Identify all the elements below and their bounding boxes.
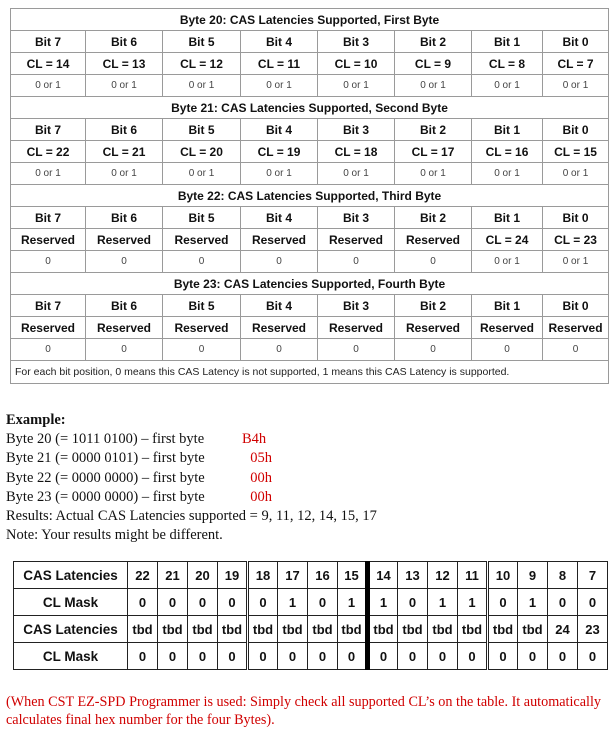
mask-row-label: CAS Latencies: [14, 562, 128, 589]
bit-header: Bit 0: [543, 207, 609, 229]
cl-label: CL = 24: [472, 229, 543, 251]
spd-note-row: [11, 361, 609, 384]
bit-header: Bit 7: [11, 31, 86, 53]
bit-value: 0 or 1: [11, 163, 86, 185]
example-results: Results: Actual CAS Latencies supported = 9, 11, 12, 14, 15, 17: [6, 508, 377, 525]
mask-cell: tbd: [308, 616, 338, 643]
byte-title: Byte 23: CAS Latencies Supported, Fourth Byte: [11, 273, 609, 295]
example-row-hex: 00h: [250, 469, 272, 486]
mask-cell: 22: [128, 562, 158, 589]
mask-cell: 0: [158, 643, 188, 670]
cl-label: Reserved: [11, 317, 86, 339]
bit-value: 0: [163, 251, 241, 273]
mask-cell: 0: [578, 589, 608, 616]
mask-cell: tbd: [368, 616, 398, 643]
cl-label-row: [11, 53, 609, 75]
cl-label: CL = 22: [11, 141, 86, 163]
mask-cell: tbd: [218, 616, 248, 643]
bit-header: Bit 4: [241, 207, 318, 229]
bit-header: Bit 6: [86, 295, 163, 317]
mask-cell: 0: [188, 643, 218, 670]
example-row-label: Byte 23 (= 0000 0000) – first byte: [6, 488, 205, 505]
mask-row: [14, 562, 608, 589]
cl-label: CL = 9: [395, 53, 472, 75]
bit-value-row: [11, 163, 609, 185]
bit-header: Bit 0: [543, 295, 609, 317]
spd-byte-table: [10, 8, 609, 384]
mask-row: [14, 643, 608, 670]
cl-label: CL = 19: [241, 141, 318, 163]
example-row: [6, 430, 377, 449]
cl-label: Reserved: [543, 317, 609, 339]
mask-row-label: CAS Latencies: [14, 616, 128, 643]
bit-value: 0: [86, 251, 163, 273]
byte-title: Byte 21: CAS Latencies Supported, Second Byte: [11, 97, 609, 119]
cl-label: CL = 18: [318, 141, 395, 163]
bit-header: Bit 7: [11, 295, 86, 317]
bit-header: Bit 7: [11, 207, 86, 229]
mask-cell: 0: [548, 589, 578, 616]
mask-cell: 12: [428, 562, 458, 589]
cl-label: Reserved: [241, 317, 318, 339]
mask-cell: 1: [458, 589, 488, 616]
mask-cell: 0: [488, 589, 518, 616]
bit-header: Bit 4: [241, 295, 318, 317]
bit-header: Bit 1: [472, 31, 543, 53]
cl-label: Reserved: [86, 229, 163, 251]
bit-value: 0 or 1: [241, 75, 318, 97]
cl-label: CL = 10: [318, 53, 395, 75]
cl-label-row: [11, 317, 609, 339]
mask-cell: tbd: [248, 616, 278, 643]
example-heading: Example:: [6, 412, 66, 428]
cl-label: CL = 8: [472, 53, 543, 75]
bit-value: 0 or 1: [318, 75, 395, 97]
mask-cell: 9: [518, 562, 548, 589]
mask-cell: tbd: [488, 616, 518, 643]
bit-header: Bit 5: [163, 207, 241, 229]
bit-value-row: [11, 75, 609, 97]
bit-header-row: [11, 295, 609, 317]
cl-label: Reserved: [11, 229, 86, 251]
bit-header-row: [11, 119, 609, 141]
mask-cell: tbd: [188, 616, 218, 643]
bit-value: 0: [395, 251, 472, 273]
bit-header: Bit 2: [395, 207, 472, 229]
bit-header: Bit 5: [163, 295, 241, 317]
example-row-label: Byte 21 (= 0000 0101) – first byte: [6, 450, 205, 467]
bit-value: 0 or 1: [241, 163, 318, 185]
cl-label: CL = 16: [472, 141, 543, 163]
example-note: Note: Your results might be different.: [6, 527, 223, 544]
byte-title-row: [11, 97, 609, 119]
mask-cell: 1: [368, 589, 398, 616]
cl-label: Reserved: [472, 317, 543, 339]
mask-cell: 1: [338, 589, 368, 616]
mask-cell: 0: [518, 643, 548, 670]
cl-label: CL = 12: [163, 53, 241, 75]
bit-value: 0 or 1: [395, 163, 472, 185]
bit-header: Bit 6: [86, 31, 163, 53]
bit-value: 0 or 1: [395, 75, 472, 97]
mask-cell: tbd: [428, 616, 458, 643]
byte-title: Byte 20: CAS Latencies Supported, First Byte: [11, 9, 609, 31]
cl-label: Reserved: [163, 317, 241, 339]
bit-header: Bit 3: [318, 119, 395, 141]
byte-title: Byte 22: CAS Latencies Supported, Third Byte: [11, 185, 609, 207]
cl-label: Reserved: [395, 317, 472, 339]
bit-value: 0 or 1: [163, 75, 241, 97]
bit-header: Bit 3: [318, 207, 395, 229]
bit-header: Bit 5: [163, 31, 241, 53]
mask-cell: tbd: [338, 616, 368, 643]
bit-value: 0 or 1: [86, 75, 163, 97]
mask-cell: 23: [578, 616, 608, 643]
mask-cell: 0: [308, 589, 338, 616]
mask-cell: 13: [398, 562, 428, 589]
byte-title-row: [11, 273, 609, 295]
mask-cell: 1: [518, 589, 548, 616]
cl-label: CL = 23: [543, 229, 609, 251]
bit-header: Bit 2: [395, 119, 472, 141]
bit-value: 0: [241, 251, 318, 273]
bit-value: 0: [318, 339, 395, 361]
mask-cell: 11: [458, 562, 488, 589]
mask-cell: 0: [398, 589, 428, 616]
mask-cell: 0: [398, 643, 428, 670]
cl-label: Reserved: [318, 317, 395, 339]
bit-value: 0 or 1: [86, 163, 163, 185]
bit-value: 0 or 1: [543, 75, 609, 97]
mask-cell: tbd: [158, 616, 188, 643]
mask-cell: 1: [278, 589, 308, 616]
mask-row: [14, 589, 608, 616]
bit-header: Bit 5: [163, 119, 241, 141]
mask-cell: 24: [548, 616, 578, 643]
example-row-hex: 00h: [250, 488, 272, 505]
mask-cell: 0: [548, 643, 578, 670]
mask-cell: tbd: [518, 616, 548, 643]
bit-value: 0: [318, 251, 395, 273]
cl-label-row: [11, 229, 609, 251]
example-row: [6, 469, 377, 488]
mask-cell: 16: [308, 562, 338, 589]
mask-cell: tbd: [458, 616, 488, 643]
mask-cell: 7: [578, 562, 608, 589]
mask-cell: tbd: [398, 616, 428, 643]
bit-value: 0: [11, 251, 86, 273]
bit-value: 0: [543, 339, 609, 361]
bit-value: 0: [395, 339, 472, 361]
mask-row: [14, 616, 608, 643]
bit-header: Bit 0: [543, 119, 609, 141]
cl-label: Reserved: [318, 229, 395, 251]
bit-header: Bit 2: [395, 295, 472, 317]
mask-cell: 0: [458, 643, 488, 670]
mask-cell: 0: [128, 643, 158, 670]
byte-title-row: [11, 185, 609, 207]
mask-cell: 0: [488, 643, 518, 670]
byte-title-row: [11, 9, 609, 31]
example-section: [6, 411, 377, 545]
bit-value: 0 or 1: [318, 163, 395, 185]
cl-label: CL = 7: [543, 53, 609, 75]
bit-header: Bit 1: [472, 207, 543, 229]
cl-label: Reserved: [395, 229, 472, 251]
cl-label: Reserved: [86, 317, 163, 339]
mask-cell: 0: [428, 643, 458, 670]
mask-row-label: CL Mask: [14, 643, 128, 670]
mask-cell: 18: [248, 562, 278, 589]
bit-value-row: [11, 251, 609, 273]
mask-cell: tbd: [278, 616, 308, 643]
mask-row-label: CL Mask: [14, 589, 128, 616]
bit-value: 0 or 1: [472, 251, 543, 273]
mask-cell: 10: [488, 562, 518, 589]
mask-cell: 0: [188, 589, 218, 616]
mask-cell: 0: [128, 589, 158, 616]
mask-cell: 0: [248, 643, 278, 670]
cl-label: Reserved: [163, 229, 241, 251]
example-row-label: Byte 20 (= 1011 0100) – first byte: [6, 431, 205, 448]
bit-value: 0 or 1: [543, 163, 609, 185]
bit-value: 0 or 1: [11, 75, 86, 97]
bit-header: Bit 3: [318, 31, 395, 53]
bit-header: Bit 0: [543, 31, 609, 53]
mask-cell: 21: [158, 562, 188, 589]
mask-cell: 8: [548, 562, 578, 589]
bit-header: Bit 1: [472, 119, 543, 141]
bit-value: 0 or 1: [472, 75, 543, 97]
mask-cell: 0: [248, 589, 278, 616]
mask-cell: 0: [308, 643, 338, 670]
mask-cell: 0: [578, 643, 608, 670]
example-row-hex: B4h: [242, 431, 267, 448]
mask-cell: 0: [338, 643, 368, 670]
mask-cell: 14: [368, 562, 398, 589]
bit-header: Bit 7: [11, 119, 86, 141]
bit-header: Bit 1: [472, 295, 543, 317]
bit-value: 0: [163, 339, 241, 361]
bit-header: Bit 6: [86, 207, 163, 229]
bit-value: 0: [11, 339, 86, 361]
mask-cell: 20: [188, 562, 218, 589]
cl-label: CL = 21: [86, 141, 163, 163]
cas-mask-table: [13, 561, 608, 670]
bit-value: 0 or 1: [543, 251, 609, 273]
mask-cell: 19: [218, 562, 248, 589]
mask-cell: 0: [218, 643, 248, 670]
mask-cell: tbd: [128, 616, 158, 643]
cl-label: CL = 20: [163, 141, 241, 163]
bit-header: Bit 4: [241, 119, 318, 141]
bit-value: 0: [241, 339, 318, 361]
cl-label-row: [11, 141, 609, 163]
bit-header-row: [11, 207, 609, 229]
mask-cell: 0: [158, 589, 188, 616]
mask-cell: 1: [428, 589, 458, 616]
bit-value: 0: [472, 339, 543, 361]
cl-label: Reserved: [241, 229, 318, 251]
mask-cell: 0: [368, 643, 398, 670]
bit-header-row: [11, 31, 609, 53]
cl-label: CL = 14: [11, 53, 86, 75]
bit-header: Bit 3: [318, 295, 395, 317]
bit-value: 0 or 1: [163, 163, 241, 185]
example-row: [6, 449, 377, 468]
cl-label: CL = 13: [86, 53, 163, 75]
bit-header: Bit 2: [395, 31, 472, 53]
bit-value-row: [11, 339, 609, 361]
bit-header: Bit 4: [241, 31, 318, 53]
example-row-hex: 05h: [250, 450, 272, 467]
mask-cell: 15: [338, 562, 368, 589]
bit-value: 0 or 1: [472, 163, 543, 185]
cl-label: CL = 11: [241, 53, 318, 75]
bit-header: Bit 6: [86, 119, 163, 141]
mask-cell: 17: [278, 562, 308, 589]
footer-note: (When CST EZ-SPD Programmer is used: Simply check all supported CL’s on the table. It automatically calculates final hex number for the four Bytes).: [6, 694, 601, 728]
spd-note: For each bit position, 0 means this CAS Latency is not supported, 1 means this CAS Latency is supported.: [11, 361, 609, 384]
mask-cell: 0: [278, 643, 308, 670]
bit-value: 0: [86, 339, 163, 361]
example-row-label: Byte 22 (= 0000 0000) – first byte: [6, 469, 205, 486]
cl-label: CL = 17: [395, 141, 472, 163]
mask-cell: 0: [218, 589, 248, 616]
example-row: [6, 488, 377, 507]
cl-label: CL = 15: [543, 141, 609, 163]
